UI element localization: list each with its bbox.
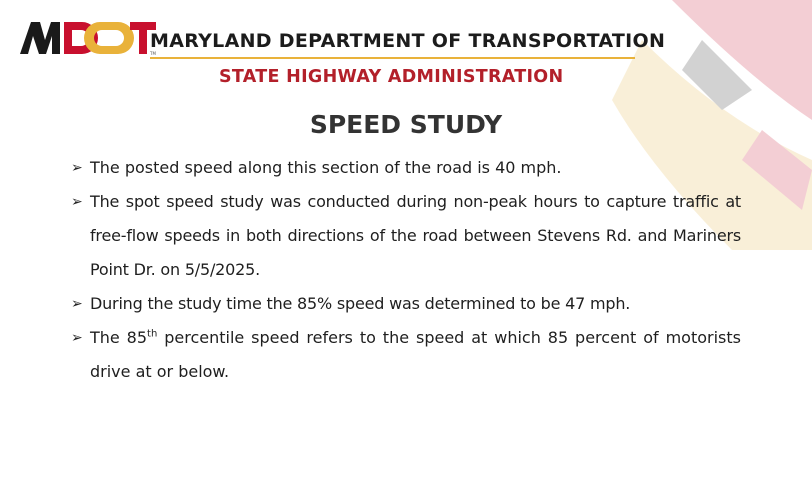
arrow-right-icon: ➢: [71, 194, 83, 210]
page-title: SPEED STUDY: [309, 110, 503, 139]
mdot-logo: [18, 18, 156, 56]
bullet-text: During the study time the 85% speed was determined to be 47 mph.: [90, 294, 631, 313]
bullet-item: [71, 321, 741, 389]
header-divider: [150, 57, 635, 59]
arrow-right-icon: ➢: [71, 160, 83, 176]
bullet-text: The spot speed study was conducted during non-peak hours to capture traffic at free-flow speeds in both directions of the road between Stevens Rd. and Mariners Point Dr. on 5/5/2025.: [90, 192, 741, 279]
bullet-text-rest: percentile speed refers to the speed at which 85 percent of motorists drive at or below.: [90, 328, 742, 381]
bullet-text-lead: The 85: [90, 328, 148, 347]
header: [0, 0, 812, 100]
bullet-item: [71, 185, 741, 287]
arrow-right-icon: ➢: [71, 296, 83, 312]
administration-name: STATE HIGHWAY ADMINISTRATION: [219, 67, 564, 87]
bullet-item: [71, 151, 741, 185]
arrow-right-icon: ➢: [71, 330, 83, 346]
bullet-item: [71, 287, 741, 321]
organization-name: MARYLAND DEPARTMENT OF TRANSPORTATION: [150, 30, 666, 52]
ordinal-suffix: th: [147, 328, 158, 340]
svg-text:TM: TM: [150, 51, 156, 56]
bullet-list: [71, 151, 741, 389]
bullet-text: The posted speed along this section of the road is 40 mph.: [90, 158, 562, 177]
